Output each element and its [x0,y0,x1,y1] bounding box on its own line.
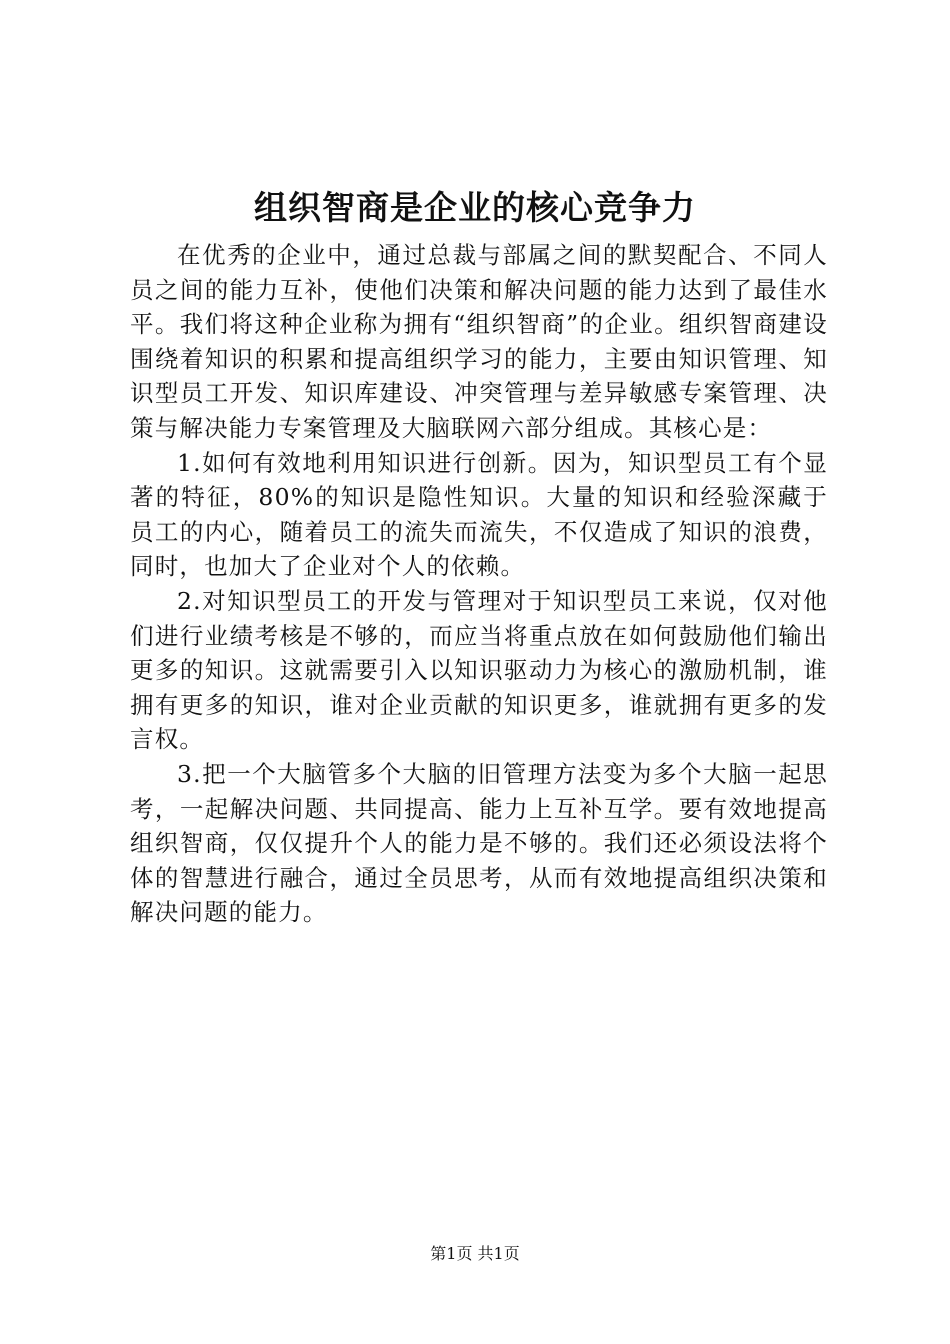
paragraph-intro: 在优秀的企业中，通过总裁与部属之间的默契配合、不同人员之间的能力互补，使他们决策和解决问题的能力达到了最佳水平。我们将这种企业称为拥有“组织智商”的企业。组织智商建设围绕着知识的积累和提高组织学习的能力，主要由知识管理、知识型员工开发、知识库建设、冲突管理与差异敏感专案管理、决策与解决能力专案管理及大脑联网六部分组成。其核心是： [130,241,828,442]
document-title: 组织智商是企业的核心竞争力 [254,188,696,227]
paragraph-point-1: 1.如何有效地利用知识进行创新。因为，知识型员工有个显著的特征，80%的知识是隐性知识。大量的知识和经验深藏于员工的内心，随着员工的流失而流失，不仅造成了知识的浪费，同时，也加大了企业对个人的依赖。 [130,448,828,581]
document-body [130,238,828,930]
paragraph-point-2: 2.对知识型员工的开发与管理对于知识型员工来说，仅对他们进行业绩考核是不够的，而应当将重点放在如何鼓励他们输出更多的知识。这就需要引入以知识驱动力为核心的激励机制，谁拥有更多的知识，谁对企业贡献的知识更多，谁就拥有更多的发言权。 [130,586,828,754]
paragraph-point-3: 3.把一个大脑管多个大脑的旧管理方法变为多个大脑一起思考，一起解决问题、共同提高、能力上互补互学。要有效地提高组织智商，仅仅提升个人的能力是不够的。我们还必须设法将个体的智慧进行融合，通过全员思考，从而有效地提高组织决策和解决问题的能力。 [130,759,828,927]
page-footer: 第1页 共1页 [430,1244,520,1263]
